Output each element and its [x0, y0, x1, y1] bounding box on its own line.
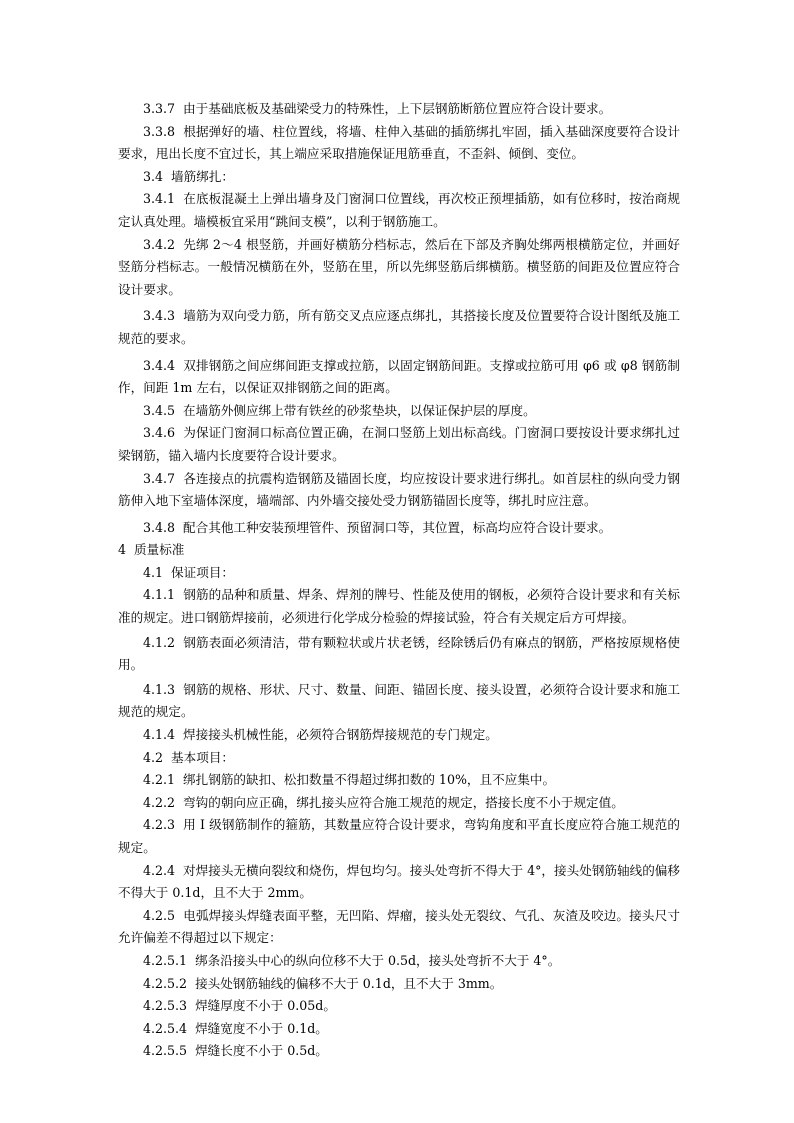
- heading-3-4: 3.4 墙筋绑扎：: [143, 168, 234, 184]
- paragraph-3-4-4: 3.4.4 双排钢筋之间应绑间距支撑或拉筋，以固定钢筋间距。支撑或拉筋可用 φ6 或 φ8 钢筋制作，间距 1m 左右，以保证双排钢筋之间的距离。: [118, 357, 680, 396]
- paragraph-3-4-1: 3.4.1 在底板混凝土上弹出墙身及门窗洞口位置线，再次校正预埋插筋，如有位移时，按治商规定认真处理。墙模板宜采用“跳间支模”，以利于钢筋施工。: [118, 191, 680, 229]
- paragraph-4-2-5: 4.2.5 电弧焊接头焊缝表面平整，无凹陷、焊瘤，接头处无裂纹、气孔、灰渣及咬边。接头尺寸允许偏差不得超过以下规定：: [118, 907, 680, 946]
- paragraph-4-2-5-1: 4.2.5.1 绑条沿接头中心的纵向位移不大于 0.5d，接头处弯折不大于 4°。: [143, 952, 561, 968]
- paragraph-3-4-5: 3.4.5 在墙筋外侧应绑上带有铁丝的砂浆垫块，以保证保护层的厚度。: [143, 402, 536, 418]
- paragraph-3-4-6: 3.4.6 为保证门窗洞口标高位置正确，在洞口竖筋上划出标高线。门窗洞口要按设计要求绑扎过梁钢筋，锚入墙内长度要符合设计要求。: [118, 425, 680, 463]
- section-heading-4: 4 质量标准: [118, 542, 185, 558]
- paragraph-4-1-3: 4.1.3 钢筋的规格、形状、尺寸、数量、间距、锚固长度、接头设置，必须符合设计要求和施工规范的规定。: [118, 681, 680, 720]
- paragraph-4-2-5-3: 4.2.5.3 焊缝厚度不小于 0.05d。: [143, 998, 336, 1014]
- paragraph-4-1-1: 4.1.1 钢筋的品种和质量、焊条、焊剂的牌号、性能及使用的钢板，必须符合设计要求和有关标准的规定。进口钢筋焊接前，必须进行化学成分检验的焊接试验，符合有关规定后方可焊接。: [118, 587, 680, 626]
- paragraph-4-2-1: 4.2.1 绑扎钢筋的缺扣、松扣数量不得超过绑扣数的 10%，且不应集中。: [143, 772, 556, 788]
- document-page: [118, 98, 680, 1063]
- paragraph-4-2-5-5: 4.2.5.5 焊缝长度不小于 0.5d。: [143, 1043, 328, 1059]
- paragraph-4-2-2: 4.2.2 弯钩的朝向应正确，绑扎接头应符合施工规范的规定，搭接长度不小于规定值。: [143, 794, 624, 810]
- paragraph-3-4-8: 3.4.8 配合其他工种安装预埋管件、预留洞口等，其位置，标高均应符合设计要求。: [143, 519, 612, 535]
- paragraph-3-3-7: 3.3.7 由于基础底板及基础梁受力的特殊性，上下层钢筋断筋位置应符合设计要求。: [143, 101, 612, 116]
- heading-4-2: 4.2 基本项目：: [143, 749, 234, 765]
- paragraph-3-3-8: 3.3.8 根据弹好的墙、柱位置线，将墙、柱伸入基础的插筋绑扎牢固，插入基础深度要符合设计要求，甩出长度不宜过长，其上端应采取措施保证甩筋垂直，不歪斜、倾倒、变位。: [118, 123, 680, 162]
- paragraph-3-4-7: 3.4.7 各连接点的抗震构造钢筋及锚固长度，均应按设计要求进行绑扎。如首层柱的纵向受力钢筋伸入地下室墙体深度，墙端部、内外墙交接处受力钢筋锚固长度等，绑扎时应注意。: [118, 470, 680, 509]
- paragraph-3-4-2: 3.4.2 先绑 2～4 根竖筋，并画好横筋分档标志，然后在下部及齐胸处绑两根横筋定位，并画好竖筋分档标志。一般情况横筋在外，竖筋在里，所以先绑竖筋后绑横筋。横竖筋的间距及位置应符合设计要求。: [118, 236, 680, 297]
- paragraph-4-1-2: 4.1.2 钢筋表面必须清洁，带有颗粒状或片状老锈，经除锈后仍有麻点的钢筋，严格按原规格使用。: [118, 634, 680, 673]
- paragraph-4-1-4: 4.1.4 焊接接头机械性能，必须符合钢筋焊接规范的专门规定。: [143, 727, 498, 743]
- paragraph-4-2-4: 4.2.4 对焊接头无横向裂纹和烧伤，焊包均匀。接头处弯折不得大于 4°，接头处钢筋轴线的偏移不得大于 0.1d，且不大于 2mm。: [118, 862, 680, 901]
- paragraph-4-2-3: 4.2.3 用 I 级钢筋制作的箍筋，其数量应符合设计要求，弯钩角度和平直长度应符合施工规范的规定。: [118, 817, 680, 855]
- paragraph-3-4-3: 3.4.3 墙筋为双向受力筋，所有筋交叉点应逐点绑扎，其搭接长度及位置要符合设计图纸及施工规范的要求。: [118, 308, 680, 346]
- heading-4-1: 4.1 保证项目：: [143, 564, 234, 580]
- paragraph-4-2-5-2: 4.2.5.2 接头处钢筋轴线的偏移不大于 0.1d，且不大于 3mm。: [143, 975, 503, 991]
- paragraph-4-2-5-4: 4.2.5.4 焊缝宽度不小于 0.1d。: [143, 1020, 328, 1036]
